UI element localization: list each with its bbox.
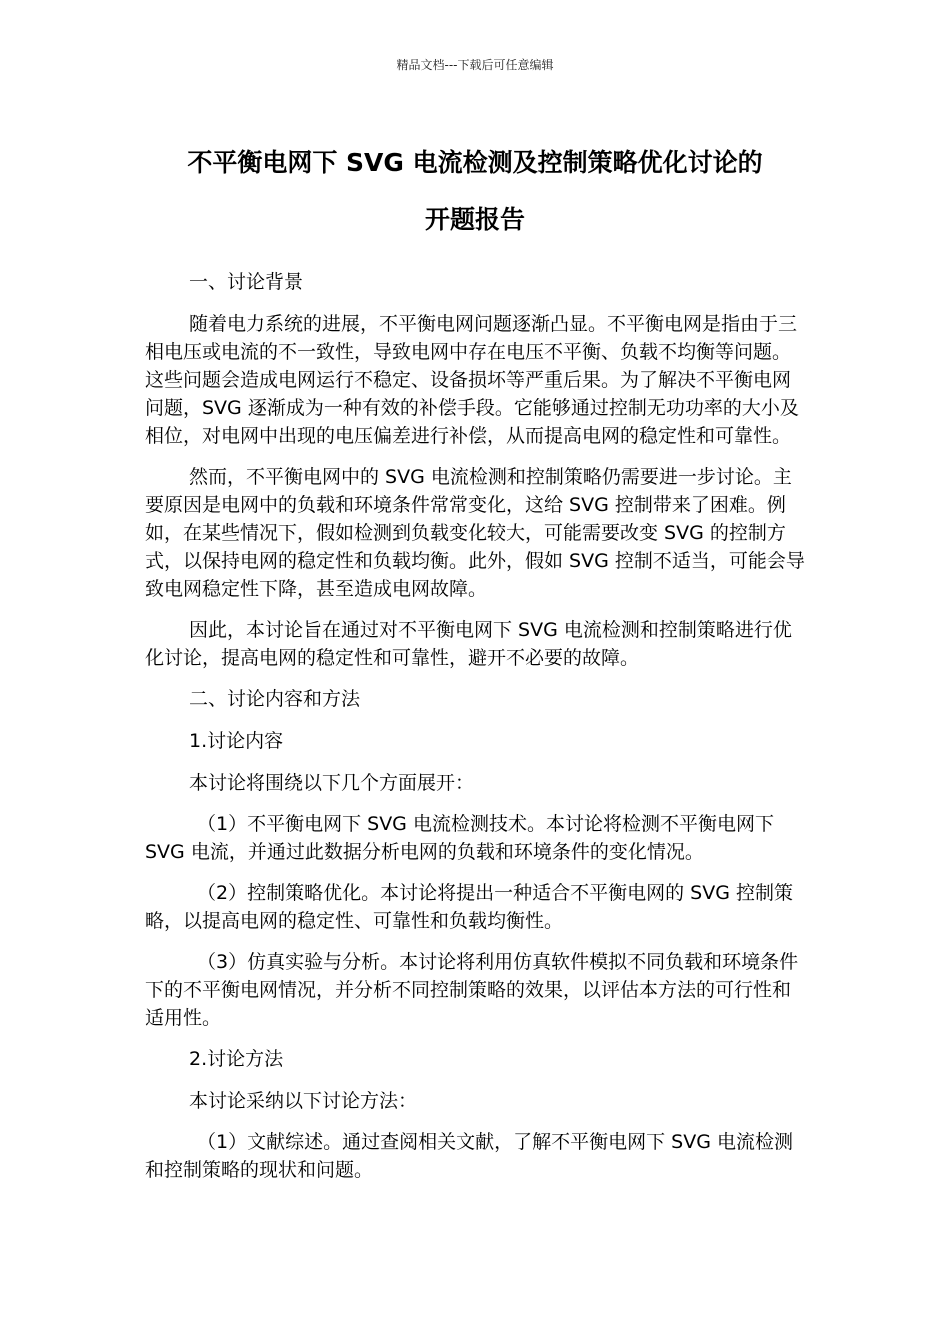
- section-heading-background: 一、讨论背景: [189, 271, 304, 293]
- title-line-2: 开题报告: [424, 205, 525, 234]
- paragraph-background-1: 随着电力系统的进展，不平衡电网问题逐渐凸显。不平衡电网是指由于三相电压或电流的不一致性，导致电网中存在电压不平衡、负载不均衡等问题。这些问题会造成电网运行不稳定、设备损坏等严重后果。为了解决不平衡电网问题，SVG 逐渐成为一种有效的补偿手段。它能够通过控制无功功率的大小及相位，对电网中出现的电压偏差进行补偿，从而提高电网的稳定性和可靠性。: [145, 313, 799, 447]
- list-item-content-1: （1）不平衡电网下 SVG 电流检测技术。本讨论将检测不平衡电网下 SVG 电流，并通过此数据分析电网的负载和环境条件的变化情况。: [145, 813, 774, 863]
- section-heading-content-method: 二、讨论内容和方法: [189, 688, 361, 710]
- document-body: [145, 268, 807, 1197]
- title-line-1: 不平衡电网下 SVG 电流检测及控制策略优化讨论的: [187, 148, 763, 177]
- paragraph-background-2: 然而，不平衡电网中的 SVG 电流检测和控制策略仍需要进一步讨论。主要原因是电网中的负载和环境条件常常变化，这给 SVG 控制带来了困难。例如，在某些情况下，假如检测到负载变化较大，可能需要改变 SVG 的控制方式，以保持电网的稳定性和负载均衡。此外，假如 SVG 控制不适当，可能会导致电网稳定性下降，甚至造成电网故障。: [145, 466, 805, 600]
- page-header: 精品文档---下载后可任意编辑: [396, 58, 554, 72]
- subheading-content: 1.讨论内容: [189, 730, 284, 752]
- paragraph-method-intro: 本讨论采纳以下讨论方法：: [189, 1090, 418, 1112]
- list-item-content-3: （3）仿真实验与分析。本讨论将利用仿真软件模拟不同负载和环境条件下的不平衡电网情况，并分析不同控制策略的效果，以评估本方法的可行性和适用性。: [145, 951, 799, 1029]
- paragraph-content-intro: 本讨论将围绕以下几个方面展开：: [189, 772, 475, 794]
- paragraph-background-3: 因此，本讨论旨在通过对不平衡电网下 SVG 电流检测和控制策略进行优化讨论，提高电网的稳定性和可靠性，避开不必要的故障。: [145, 619, 792, 669]
- subheading-method: 2.讨论方法: [189, 1048, 284, 1070]
- list-item-method-1: （1）文献综述。通过查阅相关文献，了解不平衡电网下 SVG 电流检测和控制策略的现状和问题。: [145, 1131, 793, 1181]
- list-item-content-2: （2）控制策略优化。本讨论将提出一种适合不平衡电网的 SVG 控制策略，以提高电网的稳定性、可靠性和负载均衡性。: [145, 882, 793, 932]
- document-title: [130, 134, 820, 248]
